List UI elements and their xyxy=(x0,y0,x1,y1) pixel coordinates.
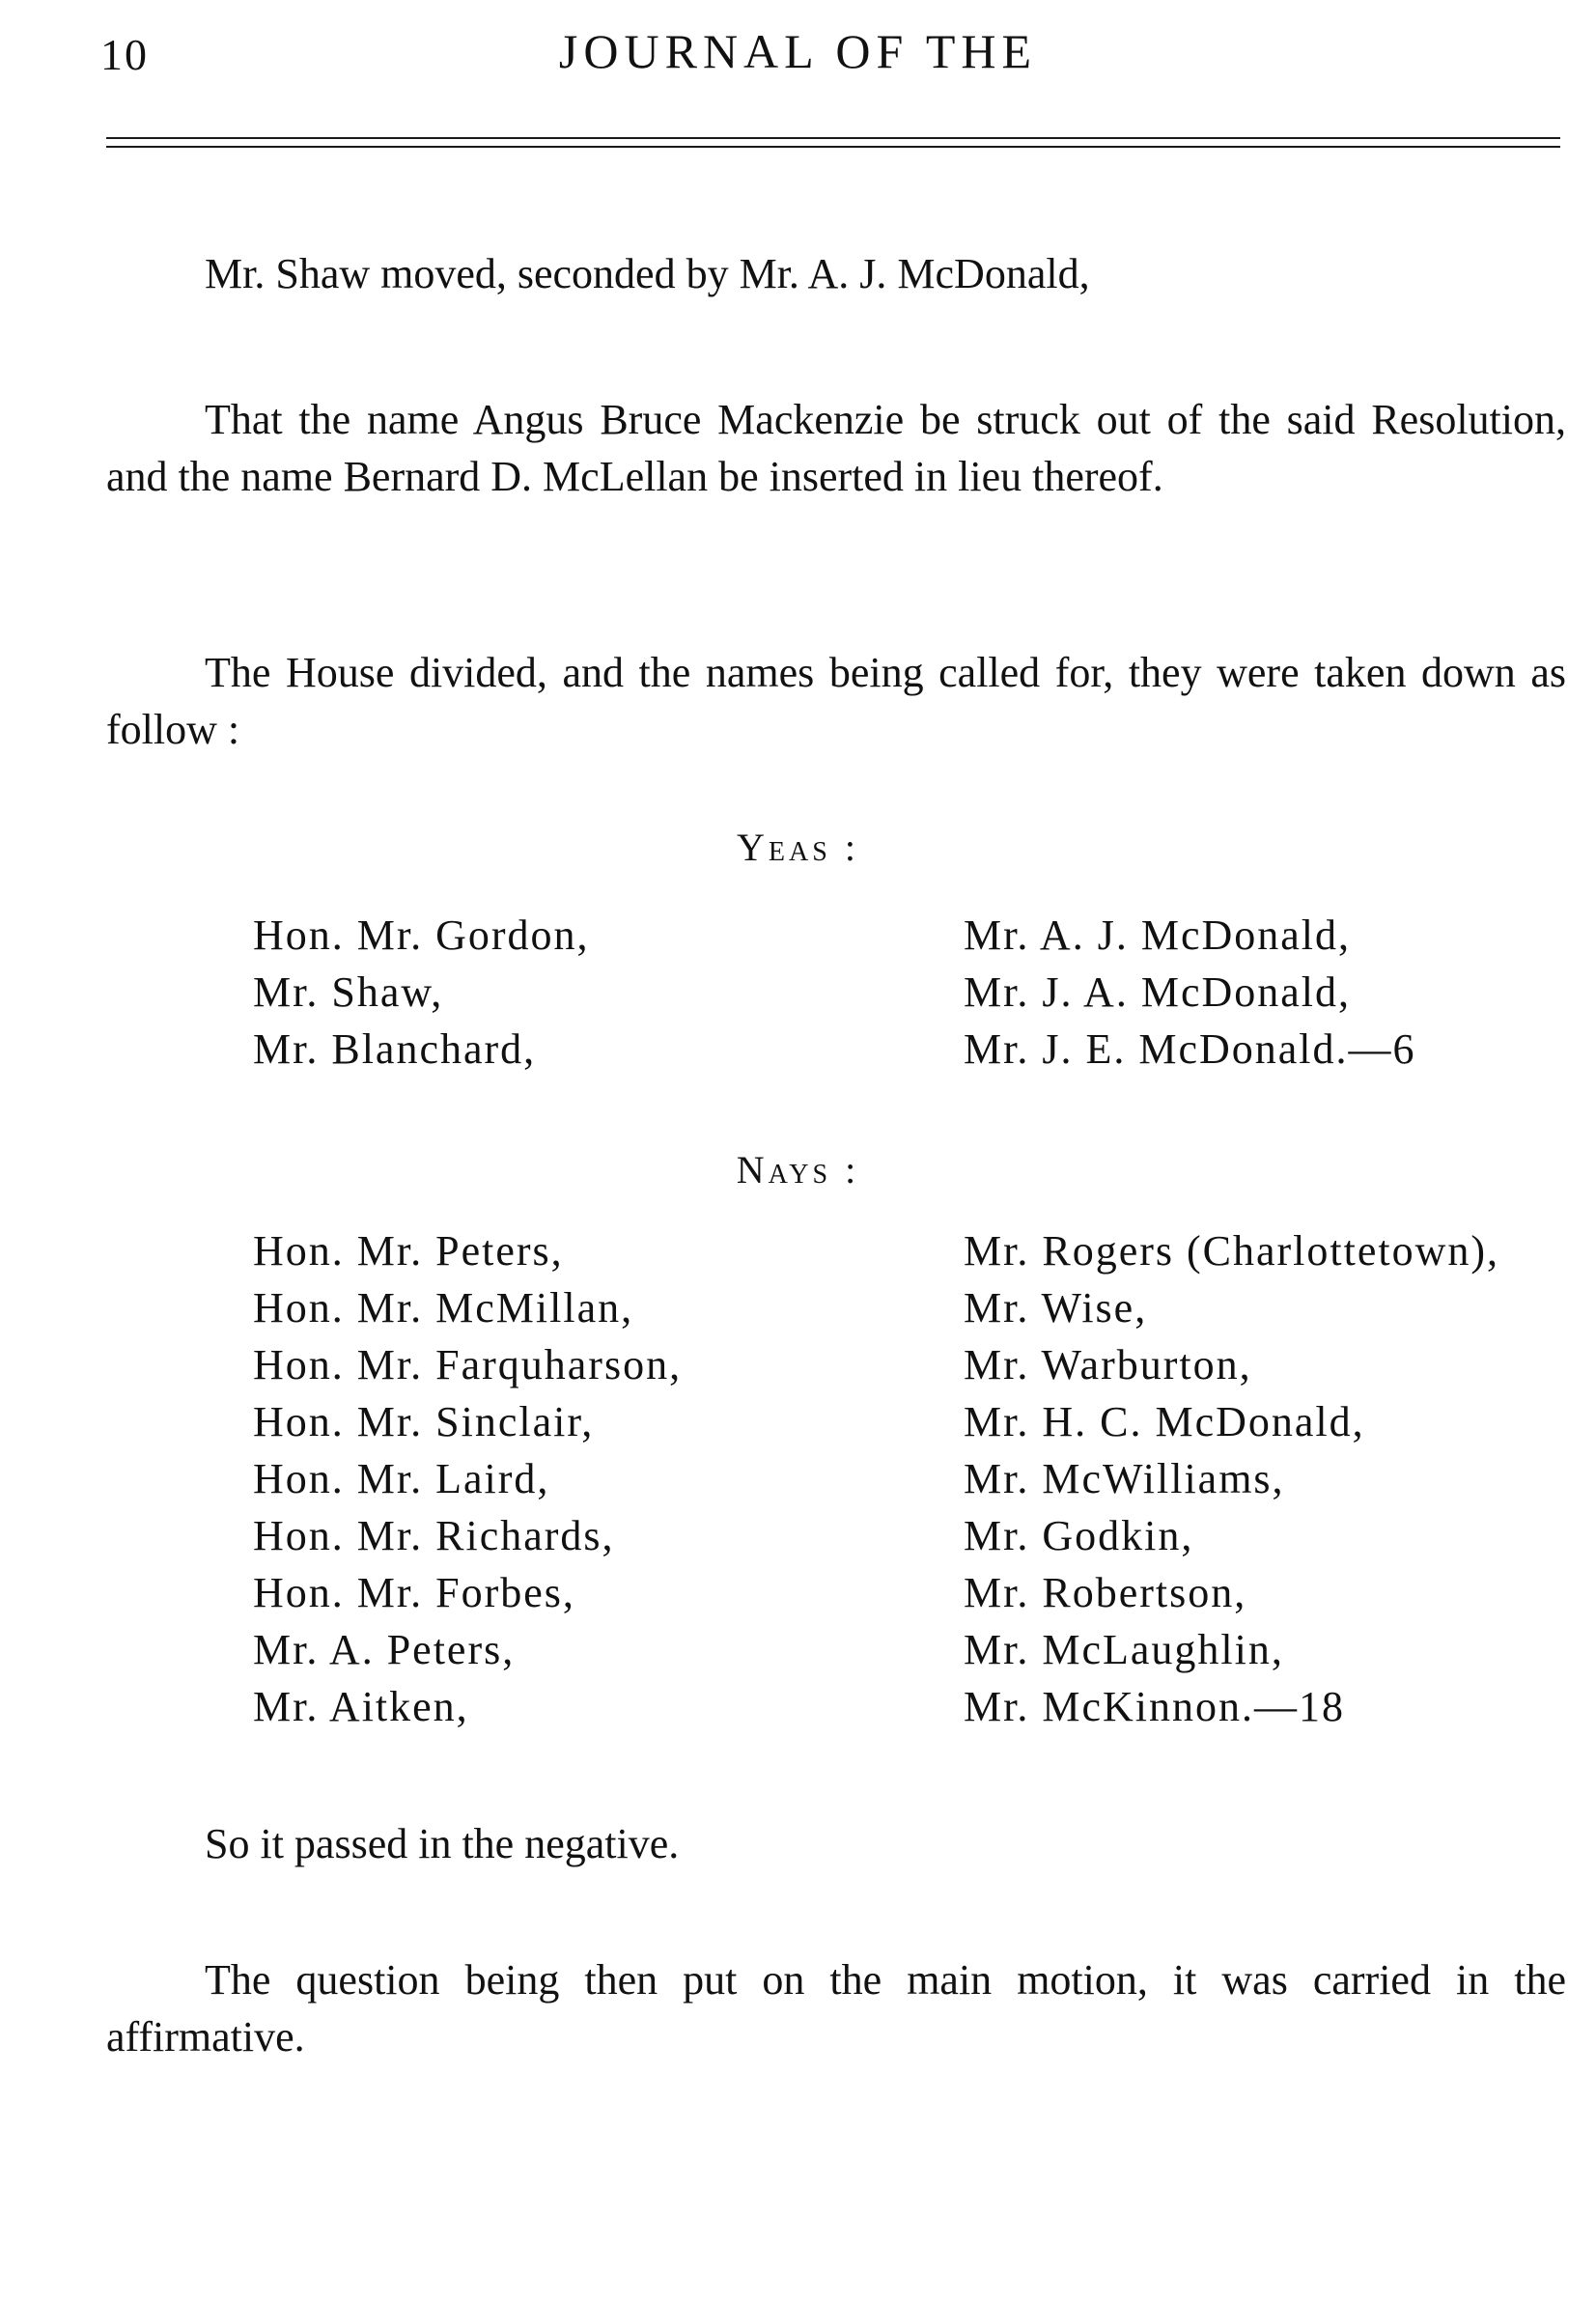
list-item: Mr. Shaw, xyxy=(253,968,444,1016)
list-item: Hon. Mr. Forbes, xyxy=(253,1569,575,1616)
yeas-right-list xyxy=(964,907,1416,1078)
nays-right-list xyxy=(964,1222,1499,1735)
yeas-heading: Yeas : xyxy=(737,826,859,869)
list-item: Mr. Aitken, xyxy=(253,1683,469,1730)
list-item: Mr. Rogers (Charlottetown), xyxy=(964,1227,1500,1275)
list-item: Hon. Mr. Gordon, xyxy=(253,911,590,959)
list-item: Mr. Wise, xyxy=(964,1284,1148,1332)
list-item: Mr. McWilliams, xyxy=(964,1455,1285,1502)
list-item: Mr. H. C. McDonald, xyxy=(964,1398,1365,1445)
list-item: Hon. Mr. Farquharson, xyxy=(253,1341,683,1388)
list-item: Mr. Blanchard, xyxy=(253,1025,537,1073)
list-item: Hon. Mr. Sinclair, xyxy=(253,1398,595,1445)
list-item: Mr. A. J. McDonald, xyxy=(964,911,1351,959)
header-rule-top xyxy=(106,137,1560,139)
list-item: Mr. A. Peters, xyxy=(253,1626,516,1673)
list-item: Hon. Mr. Richards, xyxy=(253,1512,615,1559)
nays-left-list xyxy=(253,1222,682,1735)
motion-paragraph: Mr. Shaw moved, seconded by Mr. A. J. McDonald, xyxy=(205,250,1090,297)
list-item: Mr. McKinnon.—18 xyxy=(964,1683,1345,1730)
list-item: Mr. Warburton, xyxy=(964,1341,1252,1388)
list-item: Mr. Godkin, xyxy=(964,1512,1194,1559)
list-item: Mr. Robertson, xyxy=(964,1569,1247,1616)
header-rule-bottom xyxy=(106,146,1560,148)
amendment-paragraph: That the name Angus Bruce Mackenzie be struck out of the said Resolution, and the name Bernard D. McLellan be inserted in lieu thereof. xyxy=(106,396,1566,500)
yeas-left-list xyxy=(253,907,590,1078)
division-paragraph: The House divided, and the names being called for, they were taken down as follow : xyxy=(106,649,1566,753)
list-item: Mr. J. E. McDonald.—6 xyxy=(964,1025,1416,1073)
list-item: Hon. Mr. Peters, xyxy=(253,1227,564,1275)
list-item: Hon. Mr. McMillan, xyxy=(253,1284,634,1332)
page-number: 10 xyxy=(100,30,149,79)
main-motion-paragraph: The question being then put on the main motion, it was carried in the affirmative. xyxy=(106,1956,1566,2061)
running-head: JOURNAL OF THE xyxy=(558,24,1038,78)
nays-heading: Nays : xyxy=(736,1148,860,1192)
list-item: Mr. J. A. McDonald, xyxy=(964,968,1351,1016)
result-paragraph: So it passed in the negative. xyxy=(205,1820,680,1867)
list-item: Hon. Mr. Laird, xyxy=(253,1455,550,1502)
list-item: Mr. McLaughlin, xyxy=(964,1626,1284,1673)
